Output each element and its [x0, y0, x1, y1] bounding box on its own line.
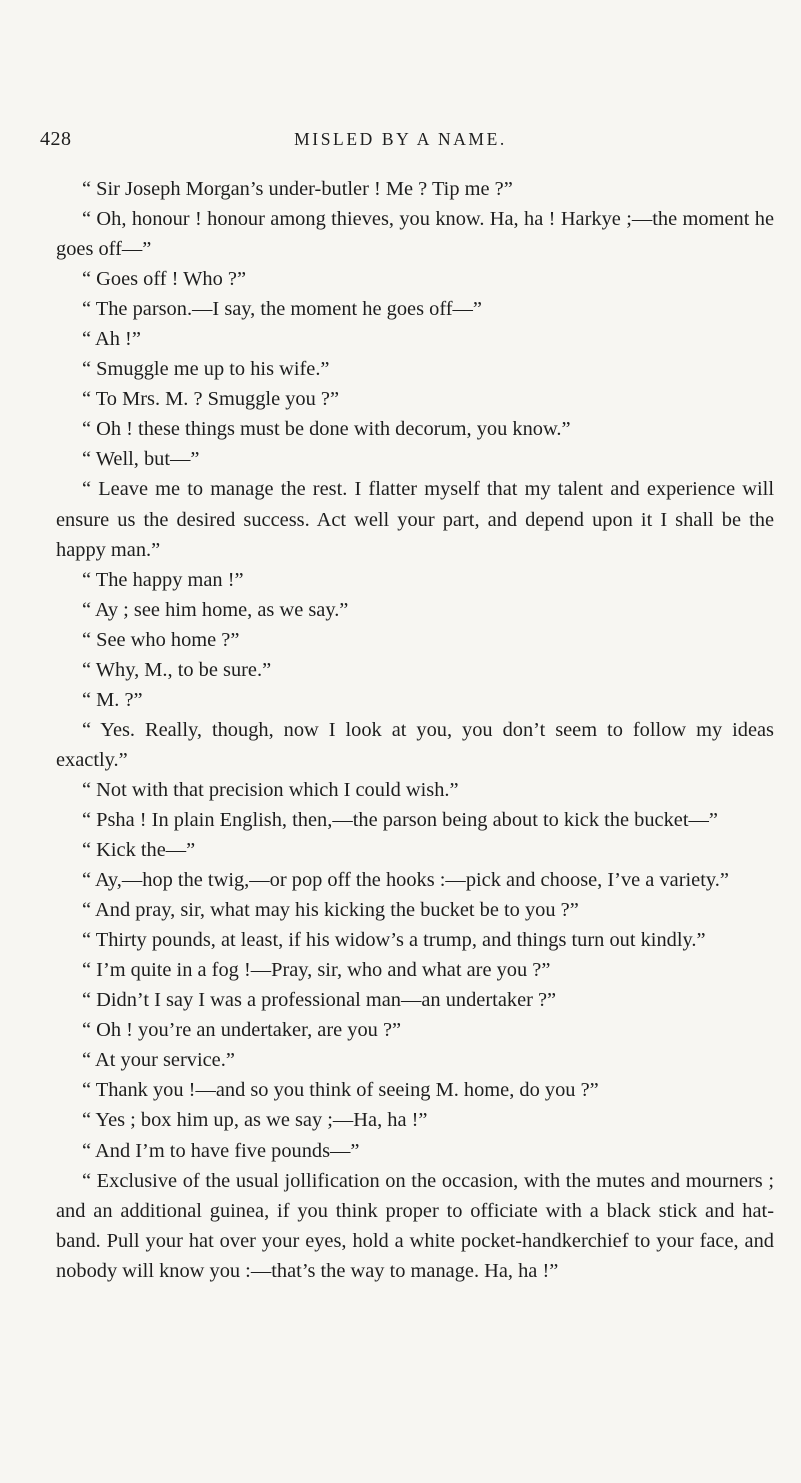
paragraph: “ The parson.—I say, the moment he goes off—”	[82, 298, 482, 321]
paragraph: “ Psha ! In plain English, then,—the parson being about to kick the bucket—”	[82, 808, 718, 831]
paragraph: “ Ay,—hop the twig,—or pop off the hooks :—pick and choose, I’ve a variety.”	[82, 869, 729, 892]
paragraph: “ At your service.”	[82, 1049, 235, 1072]
paragraph: “ Didn’t I say I was a professional man—an undertaker ?”	[82, 989, 557, 1012]
paragraph: “ Sir Joseph Morgan’s under-butler ! Me ? Tip me ?”	[82, 178, 513, 200]
paragraph: “ Thank you !—and so you think of seeing M. home, do you ?”	[82, 1079, 599, 1102]
paragraph: “ Oh, honour ! honour among thieves, you know. Ha, ha ! Harkye ;—the moment he goes off—”	[56, 208, 774, 261]
running-title: MISLED BY A NAME.	[294, 129, 507, 149]
paragraph: “ Leave me to manage the rest. I flatter myself that my talent and experience will ensure us the desired success. Act well your part, and depend upon it I shall be the happy man.”	[56, 478, 774, 561]
paragraph: “ Kick the—”	[82, 839, 196, 862]
paragraph: “ Oh ! these things must be done with decorum, you know.”	[82, 418, 571, 441]
paragraph: “ And pray, sir, what may his kicking the bucket be to you ?”	[82, 899, 579, 922]
paragraph: “ Ah !”	[82, 328, 141, 351]
paragraph: “ Why, M., to be sure.”	[82, 658, 272, 681]
paragraph: “ Well, but—”	[82, 448, 200, 471]
paragraph: “ Oh ! you’re an undertaker, are you ?”	[82, 1019, 402, 1042]
paragraph: “ I’m quite in a fog !—Pray, sir, who and what are you ?”	[82, 959, 551, 982]
paragraph: “ Exclusive of the usual jollification on the occasion, with the mutes and mourners ; and an additional guinea, if you think proper to officiate with a black stick and hat-band. Pull your hat over your eyes, hold a white pocket-handkerchief to your face, and nobody will know you :—that’s the way to manage. Ha, ha !”	[56, 1169, 774, 1282]
paragraph: “ Not with that precision which I could wish.”	[82, 778, 459, 801]
paragraph: “ See who home ?”	[82, 628, 240, 651]
paragraph: “ Thirty pounds, at least, if his widow’s a trump, and things turn out kindly.”	[82, 929, 706, 952]
paragraph: “ The happy man !”	[82, 568, 244, 591]
paragraph: “ Yes ; box him up, as we say ;—Ha, ha !”	[82, 1109, 428, 1132]
paragraph: “ Ay ; see him home, as we say.”	[82, 598, 349, 621]
paragraph: “ And I’m to have five pounds—”	[82, 1139, 360, 1162]
paragraph: “ M. ?”	[82, 688, 143, 711]
paragraph: “ Yes. Really, though, now I look at you, you don’t seem to follow my ideas exactly.”	[56, 718, 774, 771]
paragraph: “ To Mrs. M. ? Smuggle you ?”	[82, 388, 340, 411]
paragraph: “ Smuggle me up to his wife.”	[82, 358, 330, 381]
page-number: 428	[40, 128, 72, 150]
body-text	[56, 174, 774, 1286]
paragraph: “ Goes off ! Who ?”	[82, 268, 247, 291]
